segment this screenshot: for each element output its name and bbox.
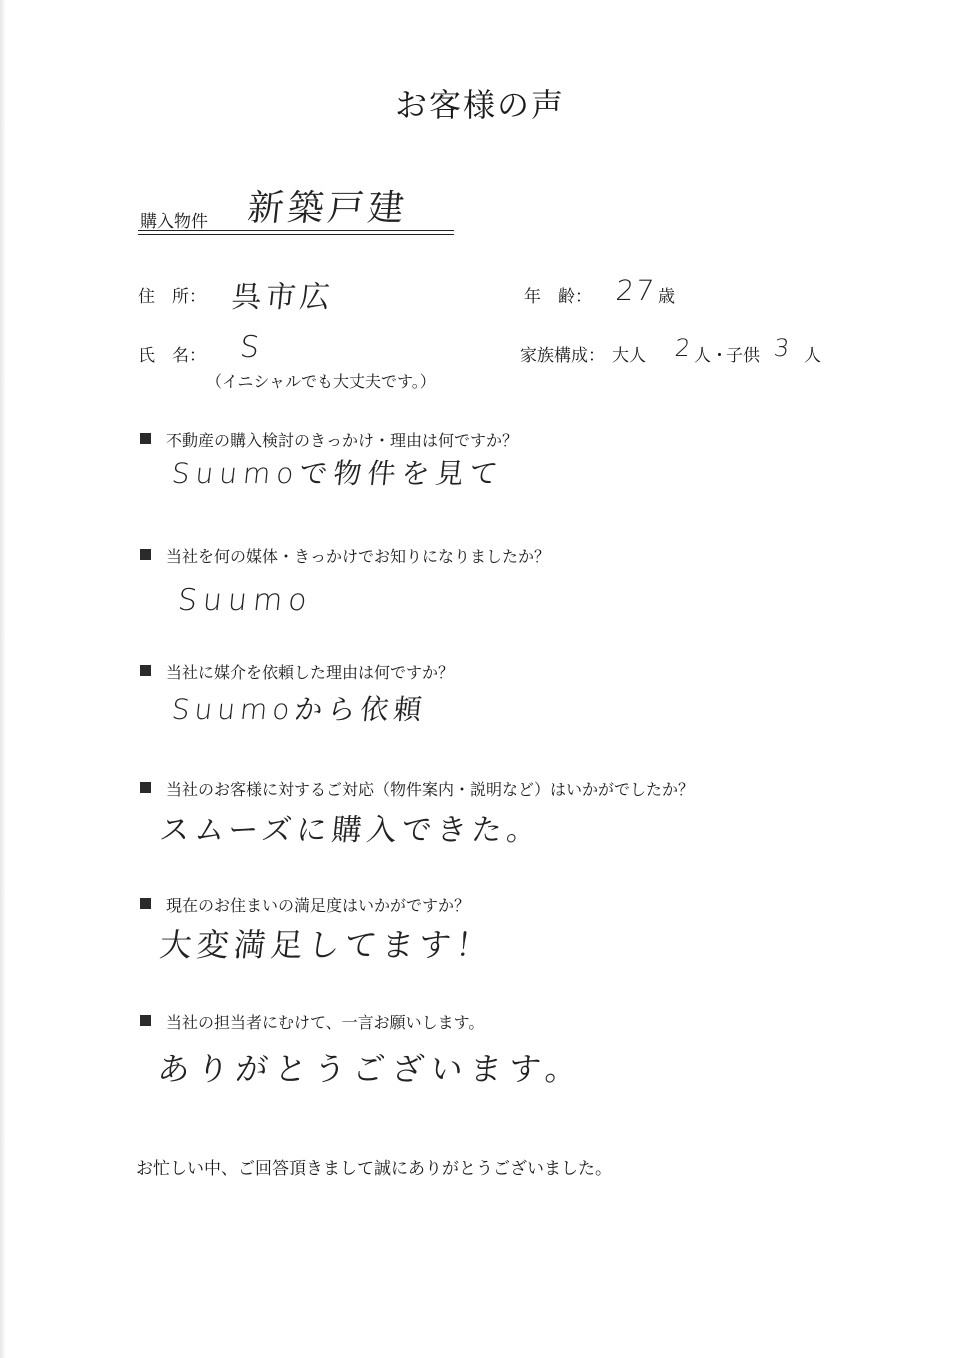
question-bullet-icon: [140, 549, 151, 560]
question-5: 現在のお住まいの満足度はいかがですか？: [166, 896, 471, 915]
family-adults-label: 大人: [612, 346, 646, 366]
question-3: 当社に媒介を依頼した理由は何ですか？: [166, 663, 455, 682]
age-value: 27: [614, 274, 658, 307]
property-underline-double: [138, 234, 454, 235]
property-value: 新築戸建: [245, 188, 410, 229]
property-label: 購入物件: [140, 212, 208, 232]
family-label: 家族構成：: [520, 346, 605, 366]
family-children-unit: 人: [804, 346, 821, 366]
age-label: 年 齢：: [524, 287, 592, 307]
question-bullet-icon: [140, 665, 151, 676]
question-bullet-icon: [140, 898, 151, 909]
scan-page-edge: [0, 0, 6, 1358]
family-adults-value: 2: [673, 334, 692, 362]
question-6: 当社の担当者にむけて、一言お願いします。: [166, 1013, 485, 1032]
question-bullet-icon: [140, 1015, 151, 1026]
page-title: お客様の声: [394, 86, 565, 124]
family-adults-unit: 人・: [694, 346, 728, 366]
address-value: 呉市広: [229, 280, 336, 315]
answer-5: 大変満足してます！: [157, 926, 495, 964]
question-4: 当社のお客様に対するご対応（物件案内・説明など）はいかがでしたか？: [166, 780, 695, 799]
answer-1: Suumoで物件を見て: [170, 457, 506, 490]
question-2: 当社を何の媒体・きっかけでお知りになりましたか？: [166, 547, 551, 566]
property-underline: [138, 230, 454, 231]
question-bullet-icon: [140, 782, 151, 793]
address-label: 住 所：: [138, 287, 206, 307]
answer-6: ありがとうございます。: [155, 1050, 587, 1088]
answer-2: Suumo: [176, 583, 315, 618]
question-1: 不動産の購入検討のきっかけ・理由は何ですか？: [166, 431, 519, 450]
question-bullet-icon: [140, 433, 151, 444]
closing-message: お忙しい中、ご回答頂きまして誠にありがとうございました。: [136, 1159, 612, 1179]
name-note: （イニシャルでも大丈夫です。）: [206, 372, 436, 391]
answer-3: Suumoから依頼: [170, 693, 429, 726]
family-children-value: 3: [772, 334, 791, 362]
answer-4: スムーズに購入できた。: [157, 813, 544, 848]
family-children-label: 子供: [726, 346, 760, 366]
age-unit: 歳: [658, 287, 675, 307]
name-value: S: [238, 330, 261, 365]
name-label: 氏 名：: [138, 346, 206, 366]
